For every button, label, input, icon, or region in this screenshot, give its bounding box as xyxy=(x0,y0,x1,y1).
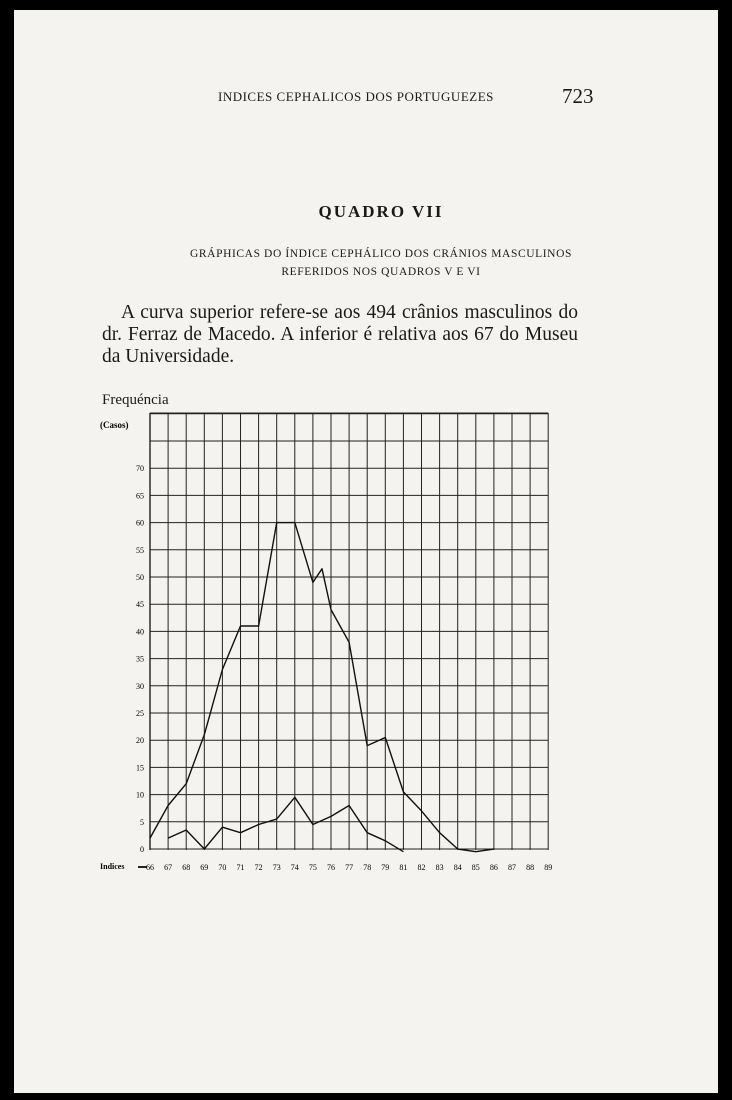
body-paragraph: A curva superior refere-se aos 494 crânios masculinos do dr. Ferraz de Macedo. A inferior é relativa aos 67 do Museu da Universidade. xyxy=(102,302,578,367)
x-tick-label: 83 xyxy=(435,863,444,872)
x-tick-label: 76 xyxy=(327,863,335,872)
x-tick-label: 71 xyxy=(236,863,245,872)
chart-subtitle-line-1: GRÁPHICAS DO ÍNDICE CEPHÁLICO DOS CRÁNIOS MASCULINOS xyxy=(190,248,572,260)
x-tick-label: 72 xyxy=(254,863,263,872)
y-axis-title: Frequéncia xyxy=(102,392,169,408)
book-page xyxy=(14,10,718,1093)
x-tick-label: 77 xyxy=(345,863,354,872)
y-tick-label: 40 xyxy=(136,627,144,637)
x-tick-label: 78 xyxy=(363,863,372,872)
y-tick-label: 50 xyxy=(136,573,144,582)
x-tick-label: 70 xyxy=(218,863,227,872)
x-tick-label: 82 xyxy=(417,863,426,872)
upper-curve-series-line xyxy=(150,523,494,852)
chart-subtitle-line-2: REFERIDOS NOS QUADROS V E VI xyxy=(281,266,481,278)
y-tick-label: 65 xyxy=(136,491,144,501)
x-axis-title: Indices xyxy=(100,862,125,871)
y-tick-label: 55 xyxy=(136,545,144,555)
lower-curve-series-line xyxy=(168,797,403,851)
y-tick-label: 30 xyxy=(136,681,144,691)
y-tick-label: 60 xyxy=(136,518,144,528)
x-tick-label: 79 xyxy=(381,863,390,872)
y-tick-label: 70 xyxy=(136,464,144,474)
x-tick-label: 73 xyxy=(272,863,281,872)
x-tick-label: 67 xyxy=(164,863,173,872)
y-tick-label: 5 xyxy=(140,817,144,827)
x-tick-label: 86 xyxy=(489,863,498,872)
x-tick-label: 81 xyxy=(399,863,408,872)
y-tick-label: 35 xyxy=(136,654,144,664)
y-tick-label: 15 xyxy=(136,763,144,773)
running-title: INDICES CEPHALICOS DOS PORTUGUEZES xyxy=(218,89,494,104)
x-tick-label: 89 xyxy=(544,863,553,872)
x-tick-label: 84 xyxy=(453,863,462,872)
y-axis-unit-label: (Casos) xyxy=(100,420,129,430)
quadro-title: QUADRO VII xyxy=(318,202,444,221)
y-tick-label: 0 xyxy=(140,845,144,854)
x-tick-label: 88 xyxy=(526,863,535,872)
x-tick-label: 68 xyxy=(182,863,191,872)
x-tick-label: 85 xyxy=(471,863,480,872)
x-tick-label: 75 xyxy=(308,863,317,872)
x-tick-label: 74 xyxy=(290,863,299,872)
x-tick-label: 87 xyxy=(508,863,516,872)
y-tick-label: 10 xyxy=(136,790,144,800)
y-tick-label: 45 xyxy=(136,600,144,610)
x-tick-label: 66 xyxy=(146,863,154,872)
frequency-chart xyxy=(14,10,718,1093)
x-tick-label: 69 xyxy=(200,863,209,872)
y-tick-label: 20 xyxy=(136,736,144,746)
y-tick-label: 25 xyxy=(136,709,144,718)
page-number: 723 xyxy=(562,84,594,108)
